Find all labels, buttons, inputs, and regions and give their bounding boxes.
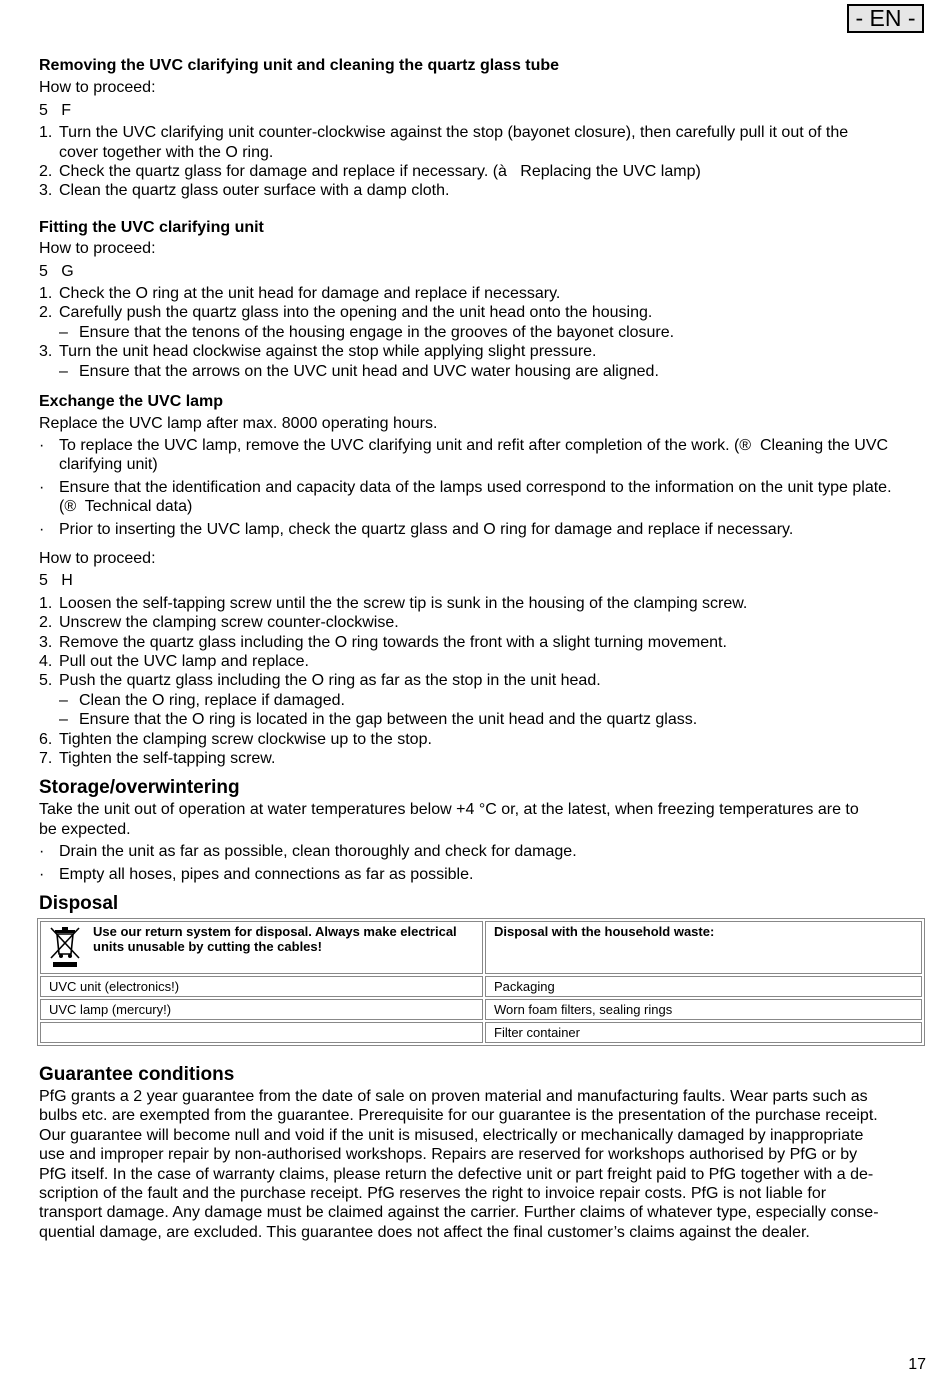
table-cell: UVC lamp (mercury!): [40, 999, 483, 1020]
bullet-item: · Ensure that the identification and capacity data of the lamps used correspond to the information on the unit type plate. (® Technical data): [39, 478, 892, 516]
table-cell: Packaging: [485, 976, 922, 997]
section-guarantee: [39, 1064, 929, 1242]
paragraph-line: Our guarantee will become null and void if the unit is misused, electrically or mechanically damaged by inappropriate: [39, 1126, 864, 1144]
section-exchange-uvc-lamp: [39, 392, 929, 768]
step-item: 1. Turn the UVC clarifying unit counter-clockwise against the stop (bayonet closure), then carefully pull it out of the cover together with the O ring.: [39, 124, 849, 161]
step-item: 5. Push the quartz glass including the O ring as far as the stop in the unit head.: [39, 672, 601, 690]
sub-step-item: – Ensure that the arrows on the UVC unit head and UVC water housing are aligned.: [59, 362, 659, 380]
paragraph-line: transport damage. Any damage must be claimed against the carrier. Further claims of whatever type, especially conse-: [39, 1204, 879, 1222]
step-item: 3. Clean the quartz glass outer surface with a damp cloth.: [39, 182, 450, 200]
paragraph-line: be expected.: [39, 820, 131, 838]
paragraph-line: use and improper repair by non-authorised workshops. Repairs are reserved for workshops authorised by PfG or by: [39, 1146, 858, 1164]
step-item: 1. Loosen the self-tapping screw until the the screw tip is sunk in the housing of the clamping screw.: [39, 594, 748, 612]
table-row: [40, 976, 922, 997]
sub-step-item: – Ensure that the O ring is located in the gap between the unit head and the quartz glass.: [59, 711, 698, 729]
section-title: Exchange the UVC lamp: [39, 393, 224, 411]
figure-reference: 5 F: [39, 101, 72, 119]
sub-step-item: – Clean the O ring, replace if damaged.: [59, 691, 345, 709]
section-disposal: [39, 893, 929, 1046]
table-cell: Worn foam filters, sealing rings: [485, 999, 922, 1020]
table-cell: Filter container: [485, 1022, 922, 1043]
section-fitting-uvc-unit: [39, 218, 929, 381]
how-to-label: How to proceed:: [39, 240, 156, 258]
figure-reference: 5 G: [39, 262, 74, 280]
step-item: 4. Pull out the UVC lamp and replace.: [39, 652, 309, 670]
bullet-item: · Prior to inserting the UVC lamp, check the quartz glass and O ring for damage and replace if necessary.: [39, 520, 794, 538]
paragraph-line: bulbs etc. are exempted from the guarantee. Prerequisite for our guarantee is the presentation of the purchase receipt.: [39, 1107, 878, 1125]
section-storage: [39, 777, 929, 884]
figure-reference: 5 H: [39, 572, 73, 590]
table-row: [40, 1022, 922, 1043]
sub-step-item: – Ensure that the tenons of the housing engage in the grooves of the bayonet closure.: [59, 323, 675, 341]
page-content: [39, 56, 929, 1242]
section-title: Guarantee conditions: [39, 1064, 235, 1086]
disposal-table: [37, 918, 925, 1046]
language-badge: - EN -: [847, 4, 924, 33]
paragraph-line: PfG grants a 2 year guarantee from the date of sale on proven material and manufacturing faults. Wear parts such as: [39, 1088, 868, 1106]
step-item: 2. Unscrew the clamping screw counter-clockwise.: [39, 614, 399, 632]
table-row: [40, 999, 922, 1020]
paragraph-line: quential damage, are excluded. This guarantee does not affect the final customer’s claims against the dealer.: [39, 1223, 810, 1241]
section-removing-uvc-unit: [39, 56, 929, 201]
step-item: 3. Remove the quartz glass including the O ring towards the front with a slight turning movement.: [39, 633, 727, 651]
step-item: 2. Check the quartz glass for damage and replace if necessary. (à Replacing the UVC lamp): [39, 163, 701, 181]
page-number: 17: [908, 1356, 926, 1373]
bullet-item: · Drain the unit as far as possible, clean thoroughly and check for damage.: [39, 843, 577, 861]
weee-crossed-bin-icon: [45, 924, 93, 971]
step-item: 1. Check the O ring at the unit head for damage and replace if necessary.: [39, 285, 561, 303]
paragraph-line: Take the unit out of operation at water temperatures below +4 °C or, at the latest, when freezing temperatures are to: [39, 801, 859, 819]
paragraph-line: PfG itself. In the case of warranty claims, please return the defective unit or part freight paid to PfG together with a de-: [39, 1165, 874, 1183]
step-item: 7. Tighten the self-tapping screw.: [39, 750, 276, 767]
bullet-item: · Empty all hoses, pipes and connections as far as possible.: [39, 865, 474, 883]
disposal-return-header: Use our return system for disposal. Always make electrical units unusable by cutting the cables!: [40, 921, 483, 974]
bullet-item: · To replace the UVC lamp, remove the UVC clarifying unit and refit after completion of the work. (® Cleaning the UVC clarifying unit): [39, 436, 889, 474]
section-title: Storage/overwintering: [39, 777, 240, 799]
table-cell: [40, 1022, 483, 1043]
step-item: 6. Tighten the clamping screw clockwise up to the stop.: [39, 730, 432, 748]
section-title: Fitting the UVC clarifying unit: [39, 218, 264, 236]
step-item: 2. Carefully push the quartz glass into the opening and the unit head onto the housing.: [39, 304, 653, 322]
how-to-label: How to proceed:: [39, 549, 156, 567]
section-title: Removing the UVC clarifying unit and cleaning the quartz glass tube: [39, 57, 560, 74]
paragraph-line: scription of the fault and the purchase receipt. PfG reserves the right to invoice repair costs. PfG is not liable for: [39, 1185, 827, 1203]
step-item: 3. Turn the unit head clockwise against the stop while applying slight pressure.: [39, 343, 597, 361]
how-to-label: How to proceed:: [39, 79, 156, 97]
table-cell: UVC unit (electronics!): [40, 976, 483, 997]
section-intro: Replace the UVC lamp after max. 8000 operating hours.: [39, 414, 438, 432]
disposal-household-header: Disposal with the household waste:: [485, 921, 922, 974]
section-title: Disposal: [39, 893, 119, 915]
